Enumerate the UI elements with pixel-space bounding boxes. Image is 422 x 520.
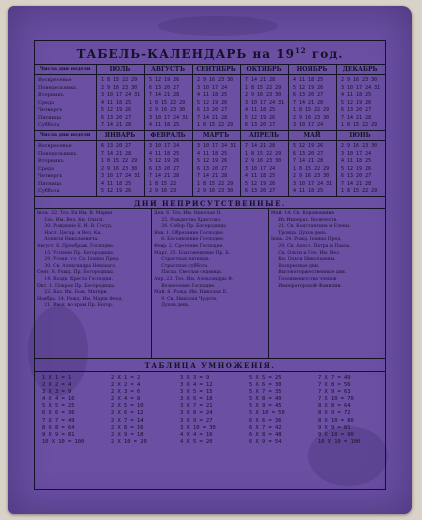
- rule: [34, 140, 386, 141]
- rule: [34, 358, 386, 359]
- title-text: ТАБЕЛЬ-КАЛЕНДАРЬ на 19: [76, 47, 295, 61]
- rule: [34, 130, 386, 131]
- holidays-column: Дек. 6. Тез. Им. Николая II. 25. Рождество Христово. 26. Собор Пр. Богородицы. Янв. 1. Обрезание Господне. 6. Богоявление Господне. Февр. 2. Сретение Господне. Март. 25. Благовещение Пр. Б. Страстная пятница. Страстная суббота. Пасха. Светлая седмица. Апр. 23. Тез. Им. Александры Ф. Вознесение Господне. Май. 6. Рожд. Им. Николая II. 9. Св. Николая Чудотв. Духов день.: [154, 211, 234, 309]
- multiplication-column: 3 X 3 = 9 3 X 4 = 12 3 X 5 = 15 3 X 6 = 18 3 X 7 = 21 3 X 8 = 24 3 X 9 = 27 3 X 10 = 30 4 X 4 = 16 4 X 5 = 20: [180, 375, 216, 445]
- col-divider: [336, 64, 337, 196]
- weekday: Суббота: [38, 188, 60, 194]
- month-dates: 5 12 19 26 6 13 20 27 7 14 21 28 1 8 15 22 29 2 9 16 23 30 3 10 17 24 31 4 11 18 25: [293, 143, 333, 194]
- weekday: Среда: [38, 99, 55, 106]
- multiplication-column: 5 X 5 = 25 5 X 6 = 30 5 X 7 = 35 5 X 8 = 40 5 X 9 = 45 5 X 10 = 50 6 X 6 = 36 6 X 7 = 42 6 X 8 = 48 6 X 9 = 54: [249, 375, 285, 445]
- rule: [34, 74, 386, 75]
- col-divider: [268, 208, 269, 358]
- weekday: Пятница: [38, 114, 62, 121]
- month-header: МАЙ: [303, 132, 321, 139]
- col-divider: [192, 64, 193, 196]
- month-header: СЕНТЯБРЬ: [196, 66, 236, 73]
- col-divider: [144, 64, 145, 196]
- multiplication-column: 1 X 1 = 1 2 X 2 = 4 3 X 3 = 9 4 X 4 = 16 5 X 5 = 25 6 X 6 = 36 7 X 7 = 49 8 X 8 = 64 9 X 9 = 81 10 X 10 = 100: [42, 375, 85, 445]
- month-dates: 7 14 21 28 1 8 15 22 29 2 9 16 23 30 3 10 17 24 4 11 18 25 5 12 19 26 6 13 20 27: [245, 143, 282, 194]
- title-year: 12: [294, 46, 307, 55]
- month-header: ІЮЛЬ: [109, 66, 131, 73]
- weekday: Вторникъ: [38, 158, 64, 164]
- weekday: Понедельникъ: [38, 150, 77, 157]
- month-header: ІЮНЬ: [349, 132, 371, 139]
- multiplication-title: ТАБЛИЦА УМНОЖЕНІЯ.: [144, 361, 276, 370]
- col-divider: [288, 64, 289, 196]
- weekday: Понедельникъ: [38, 84, 77, 91]
- month-dates: 7 14 21 28 1 8 15 22 29 2 9 16 23 30 3 10 17 24 31 4 11 18 25 5 12 19 26 6 13 20 27: [245, 77, 285, 128]
- weekday: Пятница: [38, 180, 62, 187]
- month-header: ФЕВРАЛЬ: [150, 132, 186, 139]
- month-header: НОЯБРЬ: [296, 66, 328, 73]
- title-suffix: год.: [311, 47, 344, 61]
- weekday-list: [38, 77, 77, 130]
- col-divider: [96, 64, 97, 196]
- header-label: Числа дни недели: [39, 66, 91, 72]
- weekday: Суббота: [38, 122, 60, 128]
- month-dates: 2 9 16 23 30 3 10 17 24 4 11 18 25 5 12 19 26 6 13 20 27 7 14 21 28 1 8 15 22 29: [197, 77, 234, 128]
- multiplication-column: 2 X 1 = 2 2 X 2 = 4 2 X 3 = 6 2 X 4 = 8 2 X 5 = 10 2 X 6 = 12 2 X 7 = 14 2 X 8 = 16 2 X 9 = 18 2 X 10 = 20: [111, 375, 147, 445]
- weekday: Воскресенье: [38, 77, 72, 83]
- rule: [34, 64, 386, 65]
- multiplication-column: 7 X 7 = 49 7 X 8 = 56 7 X 9 = 63 7 X 10 = 70 8 X 8 = 64 8 X 9 = 72 8 X 10 = 80 9 X 9 = 81 9 X 10 = 90 10 X 10 = 100: [318, 375, 361, 445]
- holidays-column: Май. 14. Св. Коронование Их Императ. Величеств. 21. Св. Константина и Елены. Троица. Духов день. Іюнь. 24. Рожд. Іоанна Пред. 29. Св. Апост. Петра и Павла. Св. Ольги и Гео. Им. Вел. Кн. Ольги Николаевны. Воскресные дни. Высокоторжественные дни. Тезоименитства членов Императорской Фамилии.: [271, 211, 351, 289]
- month-header: ЯНВАРЬ: [104, 132, 136, 139]
- weekday: Вторникъ: [38, 92, 64, 98]
- month-header: ДЕКАБРЬ: [342, 66, 378, 73]
- month-header: ОКТЯБРЬ: [246, 66, 282, 73]
- weekday: Четвергъ: [38, 173, 63, 179]
- col-divider: [151, 208, 152, 358]
- month-header: МАРТЪ: [202, 132, 230, 139]
- month-dates: 2 9 16 23 30 3 10 17 24 31 4 11 18 25 5 12 19 26 6 13 20 27 7 14 21 28 1 8 15 22 29: [341, 77, 381, 128]
- stain: [158, 16, 278, 36]
- holidays-column: Іюль. 22. Тез. Ея Им. В. Марии Гео. Им. Вел. Кн. Ольги. 30. Рожденіе Е. И. В. Госуд. Насл. Цесар. и Вел. Кн. Алексія Николаевича. Август. 6. Преображ. Господне. 15. Успеніе Пр. Богородицы. 29. Усекн. гл. Св. Іоанна Пред. 30. Св. Александра Невскаго. Сент. 8. Рожд. Пр. Богородицы. 14. Воздв. Креста Господня. Окт. 1. Покров Пр. Богородицы. 22. Каз. Ик. Бож. Матери. Ноябрь. 14. Рожд. Им. Маріи Феод. 21. Введ. во храм Пр. Богор.: [37, 211, 123, 309]
- month-dates: 2 9 16 23 30 3 10 17 24 4 11 18 25 5 12 19 26 6 13 20 27 7 14 21 28 1 8 15 22 29: [341, 143, 378, 194]
- weekday: Четвергъ: [38, 107, 63, 113]
- month-dates: 5 12 19 26 6 13 20 27 7 14 21 28 1 8 15 22 29 2 9 16 23 30 3 10 17 24 31 4 11 18 25: [149, 77, 189, 128]
- weekday: Воскресенье: [38, 143, 72, 149]
- month-dates: 3 10 17 24 4 11 18 25 5 12 19 26 6 13 20 27 7 14 21 28 1 8 15 22 2 9 16 23: [149, 143, 180, 194]
- col-divider: [240, 64, 241, 196]
- rule: [34, 208, 386, 209]
- month-dates: 4 11 18 25 5 12 19 26 6 13 20 27 7 14 21 28 1 8 15 22 29 2 9 16 23 30 3 10 17 24: [293, 77, 330, 128]
- holidays-title: ДНИ НЕПРИСУТСТВЕННЫЕ.: [134, 199, 286, 208]
- header-label: Числа дни недели: [39, 132, 91, 138]
- page-title: [34, 46, 386, 61]
- weekday-list: [38, 143, 77, 196]
- month-header: АВГУСТЪ: [151, 66, 185, 73]
- rule: [34, 196, 386, 197]
- month-header: АПРЕЛЬ: [249, 132, 279, 139]
- month-dates: 3 10 17 24 31 4 11 18 25 5 12 19 26 6 13 20 27 7 14 21 28 1 8 15 22 29 2 9 16 23 30: [197, 143, 237, 194]
- weekday: Среда: [38, 165, 55, 172]
- rule: [34, 371, 386, 372]
- month-dates: 1 8 15 22 29 2 9 16 23 30 3 10 17 24 31 4 11 18 25 5 12 19 26 6 13 20 27 7 14 21 28: [101, 77, 141, 128]
- month-dates: 6 13 20 27 7 14 21 28 1 8 15 22 29 2 9 16 23 30 3 10 17 24 31 4 11 18 25 5 12 19 26: [101, 143, 141, 194]
